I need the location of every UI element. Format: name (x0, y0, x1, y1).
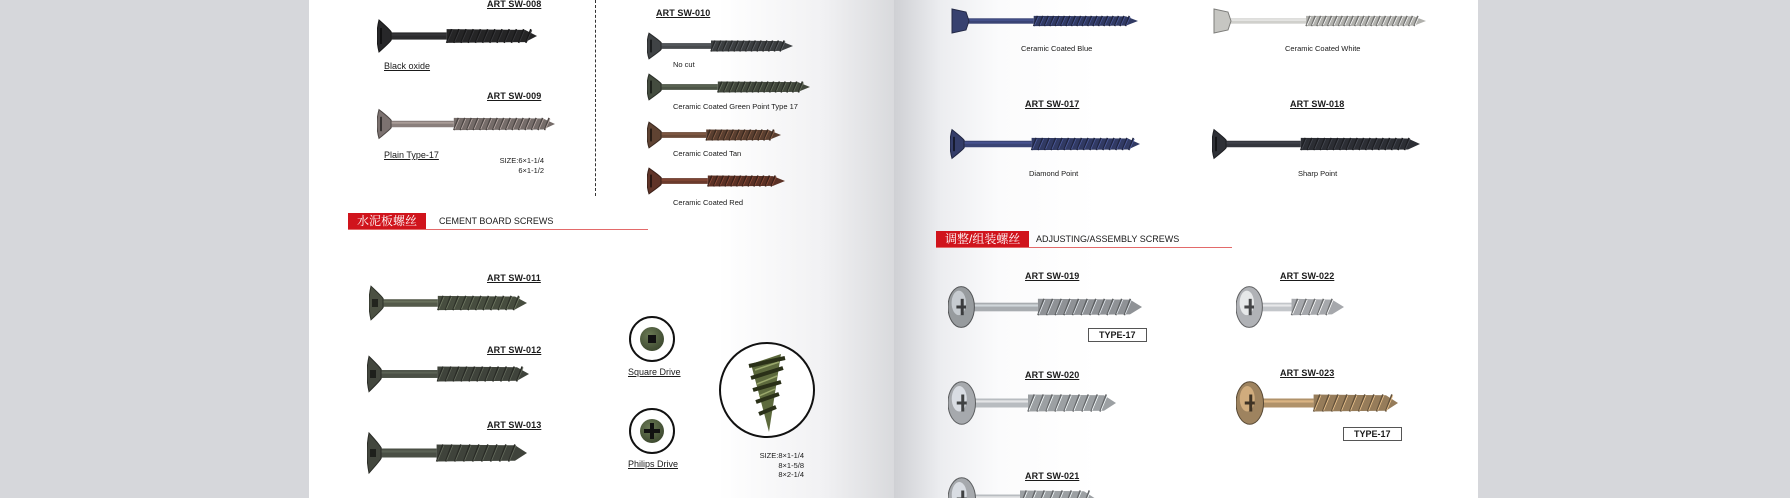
screw-image (950, 6, 1140, 36)
catalog-right-page (894, 0, 1478, 498)
art-sw-018-label: ART SW-018 (1290, 99, 1345, 109)
art-sw-008-label: ART SW-008 (487, 0, 542, 9)
art-sw-022-label: ART SW-022 (1280, 271, 1335, 281)
screw-image (377, 16, 539, 56)
section-title-cn: 调整/组装螺丝 (936, 231, 1029, 247)
art-sw-012-label: ART SW-012 (487, 345, 542, 355)
screw-image (1236, 378, 1400, 428)
caption-no-cut: No cut (673, 60, 695, 69)
screw-image (950, 126, 1142, 162)
screw-image (367, 428, 529, 478)
caption-tan: Ceramic Coated Tan (673, 149, 742, 158)
type-17-badge: TYPE-17 (1088, 328, 1147, 342)
screw-image (647, 30, 795, 62)
section-title-en: ADJUSTING/ASSEMBLY SCREWS (1036, 234, 1180, 244)
screw-image (948, 378, 1118, 428)
thread-detail-zoom (719, 342, 815, 438)
art-sw-020-label: ART SW-020 (1025, 370, 1080, 380)
column-divider (595, 0, 596, 196)
screw-image (647, 165, 787, 197)
screw-image (948, 283, 1144, 331)
screw-image (1236, 283, 1346, 331)
art-sw-009-label: ART SW-009 (487, 91, 542, 101)
caption-ceramic-blue: Ceramic Coated Blue (1021, 44, 1093, 53)
art-sw-019-label: ART SW-019 (1025, 271, 1080, 281)
zoom-size-text: SIZE:8×1-1/4 8×1-5/8 8×2-1/4 (759, 451, 804, 479)
square-drive-label: Square Drive (628, 367, 681, 377)
square-drive-icon (629, 316, 675, 362)
caption-red: Ceramic Coated Red (673, 198, 744, 207)
caption-sharp-point: Sharp Point (1298, 169, 1338, 178)
philips-drive-icon (629, 408, 675, 454)
screw-image (948, 474, 1098, 498)
section-underline (348, 229, 648, 230)
caption-diamond-point: Diamond Point (1029, 169, 1079, 178)
art-sw-010-label: ART SW-010 (656, 8, 711, 18)
caption-plain-type-17: Plain Type-17 (384, 150, 439, 160)
screw-image (647, 71, 812, 103)
philips-drive-label: Philips Drive (628, 459, 679, 469)
art-sw-013-label: ART SW-013 (487, 420, 542, 430)
size-text: SIZE:6×1-1/4 6×1-1/2 (499, 156, 544, 175)
screw-image (1212, 126, 1422, 162)
art-sw-017-label: ART SW-017 (1025, 99, 1080, 109)
art-sw-023-label: ART SW-023 (1280, 368, 1335, 378)
catalog-left-page (309, 0, 894, 498)
caption-black-oxide: Black oxide (384, 61, 431, 71)
art-sw-021-label: ART SW-021 (1025, 471, 1080, 481)
section-title-cn: 水泥板螺丝 (348, 213, 426, 229)
section-title-en: CEMENT BOARD SCREWS (439, 216, 554, 226)
screw-image (367, 352, 531, 396)
type-17-badge: TYPE-17 (1343, 427, 1402, 441)
screw-image (377, 106, 557, 142)
art-sw-011-label: ART SW-011 (487, 273, 541, 283)
screw-image (1212, 6, 1428, 36)
caption-green-point: Ceramic Coated Green Point Type 17 (673, 102, 798, 111)
section-underline (936, 247, 1232, 248)
screw-image (647, 119, 783, 151)
caption-ceramic-white: Ceramic Coated White (1285, 44, 1361, 53)
screw-image (369, 282, 529, 324)
